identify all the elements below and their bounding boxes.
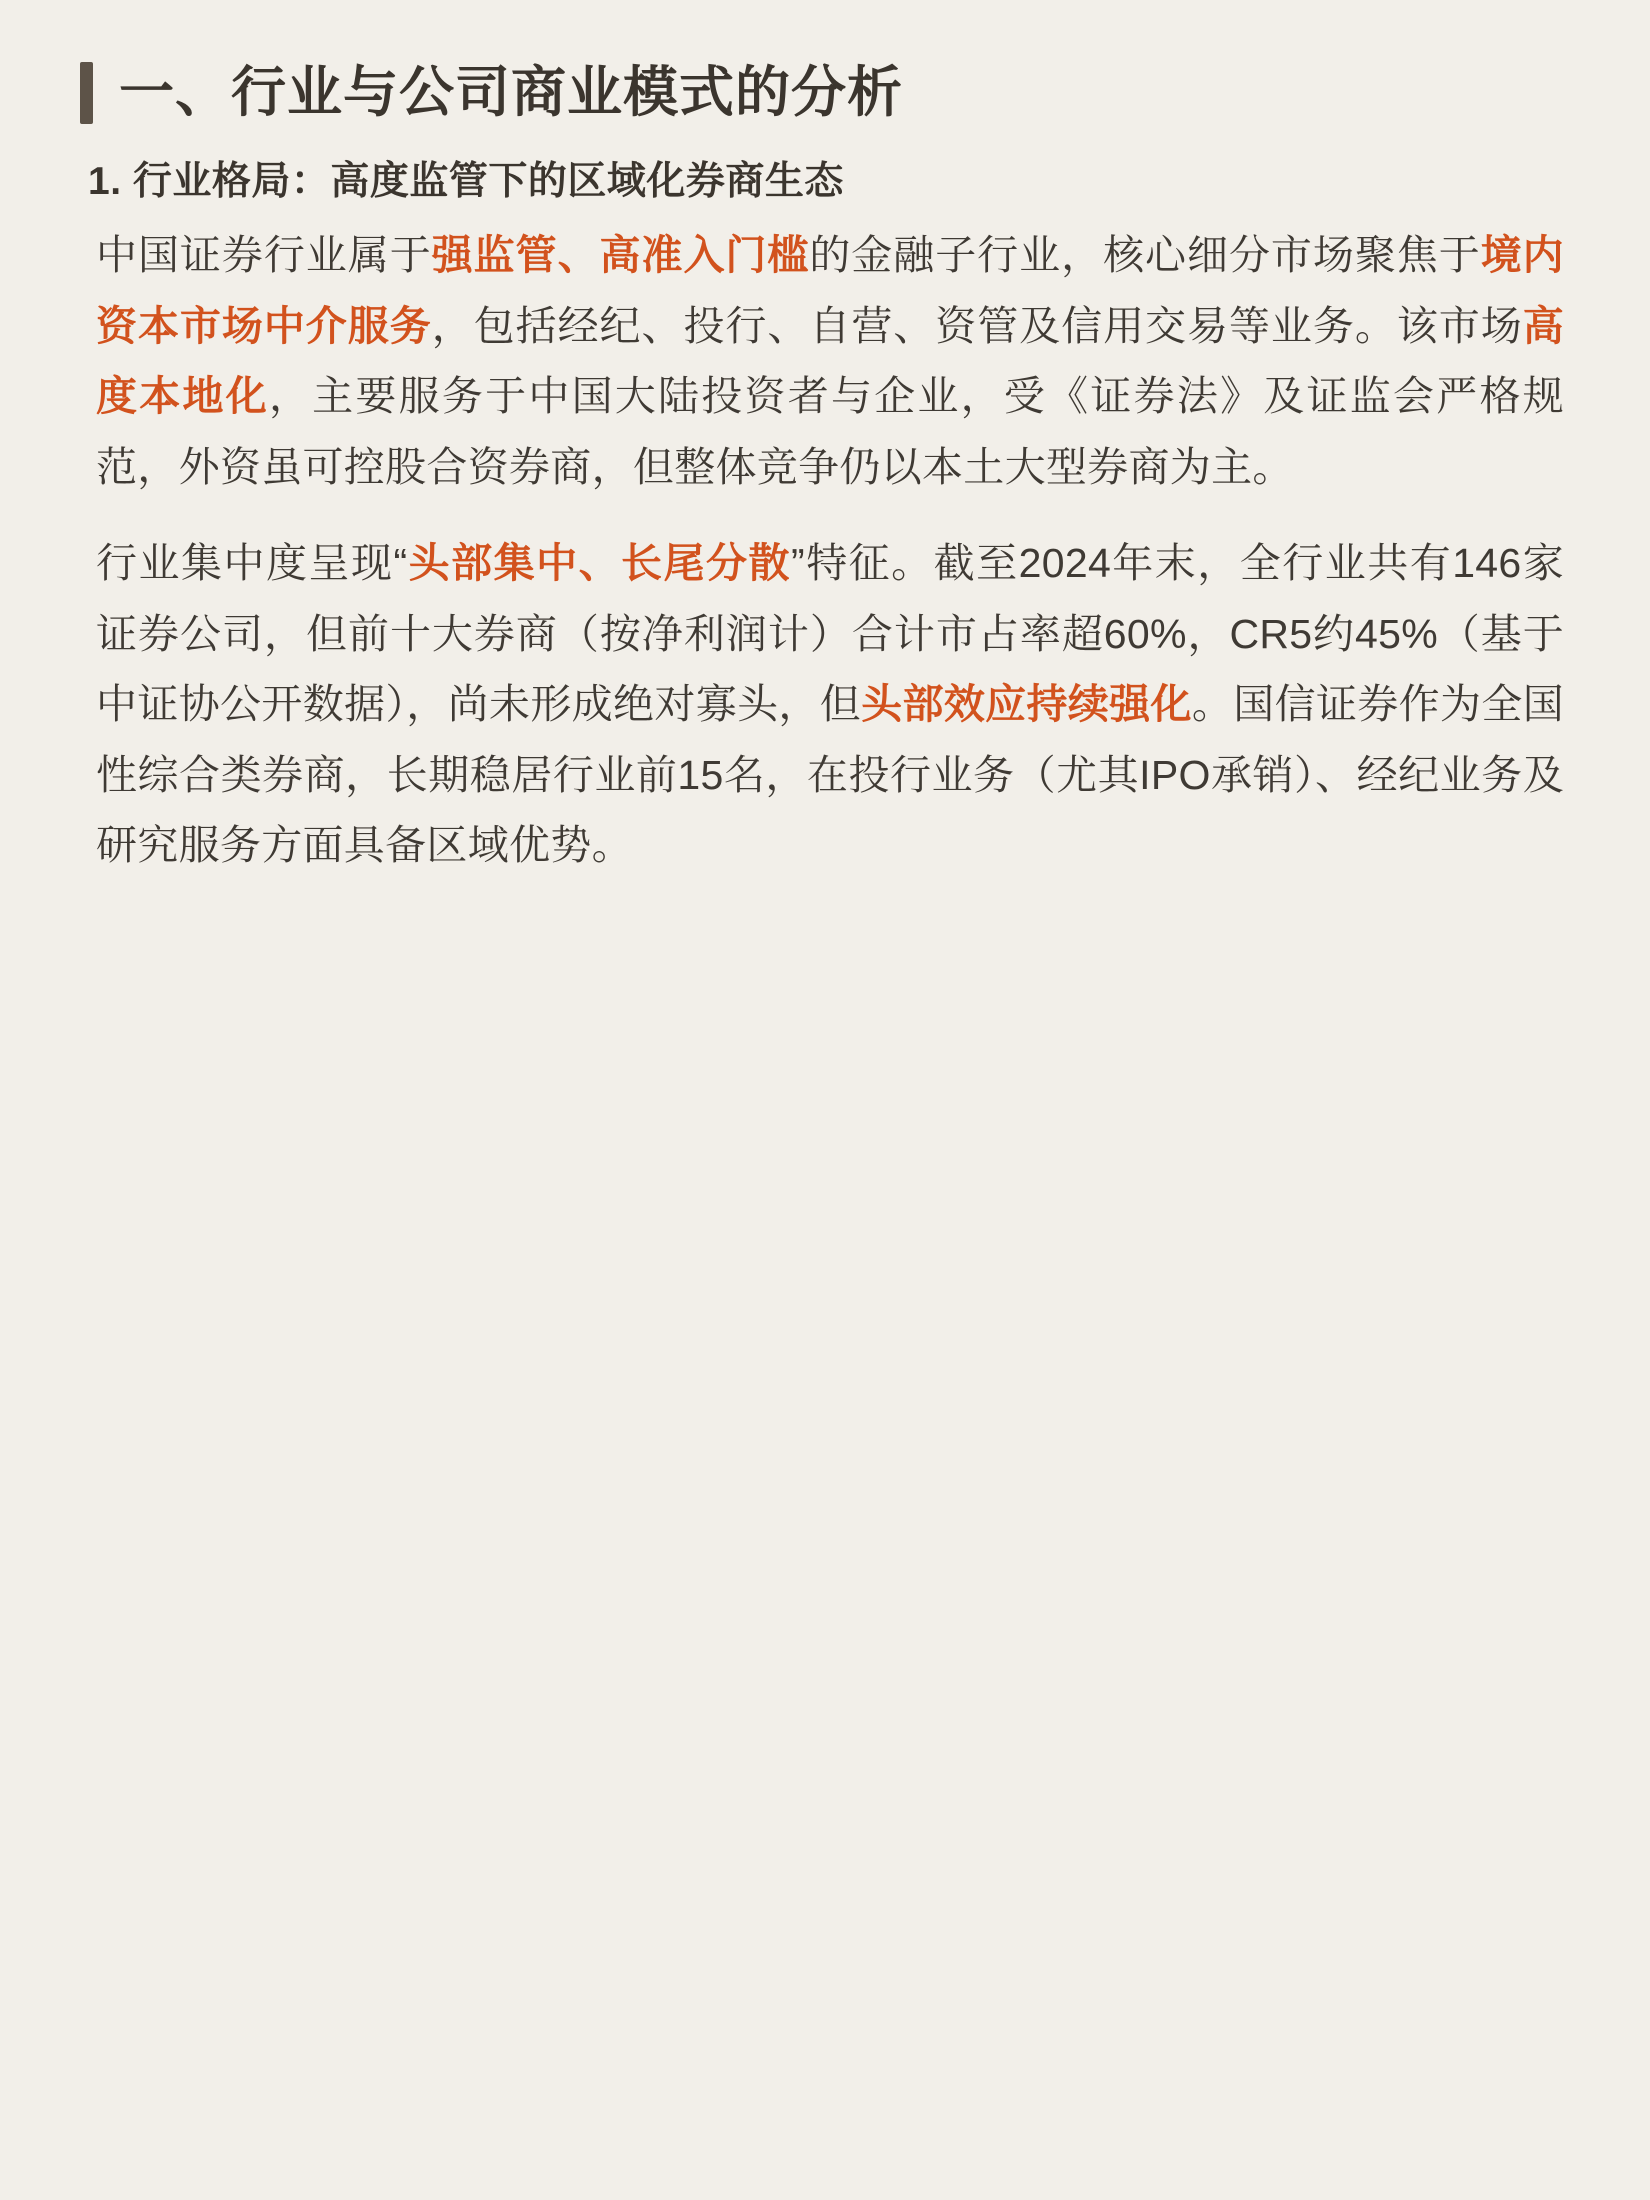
page-title: 一、行业与公司商业模式的分析 [119,61,904,124]
highlight-run: 头部集中、长尾分散 [407,540,792,587]
text-run: 行业集中度呈现“ [96,540,408,587]
text-run: 中国证券行业属于 [96,232,432,278]
text-run: ，主要服务于中国大陆投资者与企业，受《证券法》及证监会严格规范，外资虽可控股合资券商，但整体竞争仍以本土大型券商为主。 [96,373,1564,490]
highlight-run: 头部效应持续强化 [861,681,1192,728]
subsection-heading: 1. 行业格局：高度监管下的区域化券商生态 [88,160,844,203]
paragraph-industry-structure [80,220,1570,502]
section-heading [80,62,1570,124]
highlight-run: 高度本地化 [96,302,1565,420]
text-run: 的金融子行业，核心细分市场聚焦于 [809,232,1481,278]
highlight-run: 强监管、高准入门槛 [431,232,810,278]
highlight-run: 境内资本市场中介服务 [96,232,1564,349]
paragraph-industry-concentration [80,528,1570,881]
heading-accent-bar [80,62,93,124]
text-run: ，包括经纪、投行、自营、资管及信用交易等业务。该市场 [431,302,1523,349]
text-run: 。国信证券作为全国性综合类券商，长期稳居行业前15名，在投行业务（尤其IPO承销）、经纪业务及研究服务方面具备区域优势。 [96,681,1565,869]
text-run: ”特征。截至2024年末，全行业共有146家证券公司，但前十大券商（按净利润计）合计市占率超60%，CR5约45%（基于中证协公开数据），尚未形成绝对寡头，但 [96,540,1564,728]
